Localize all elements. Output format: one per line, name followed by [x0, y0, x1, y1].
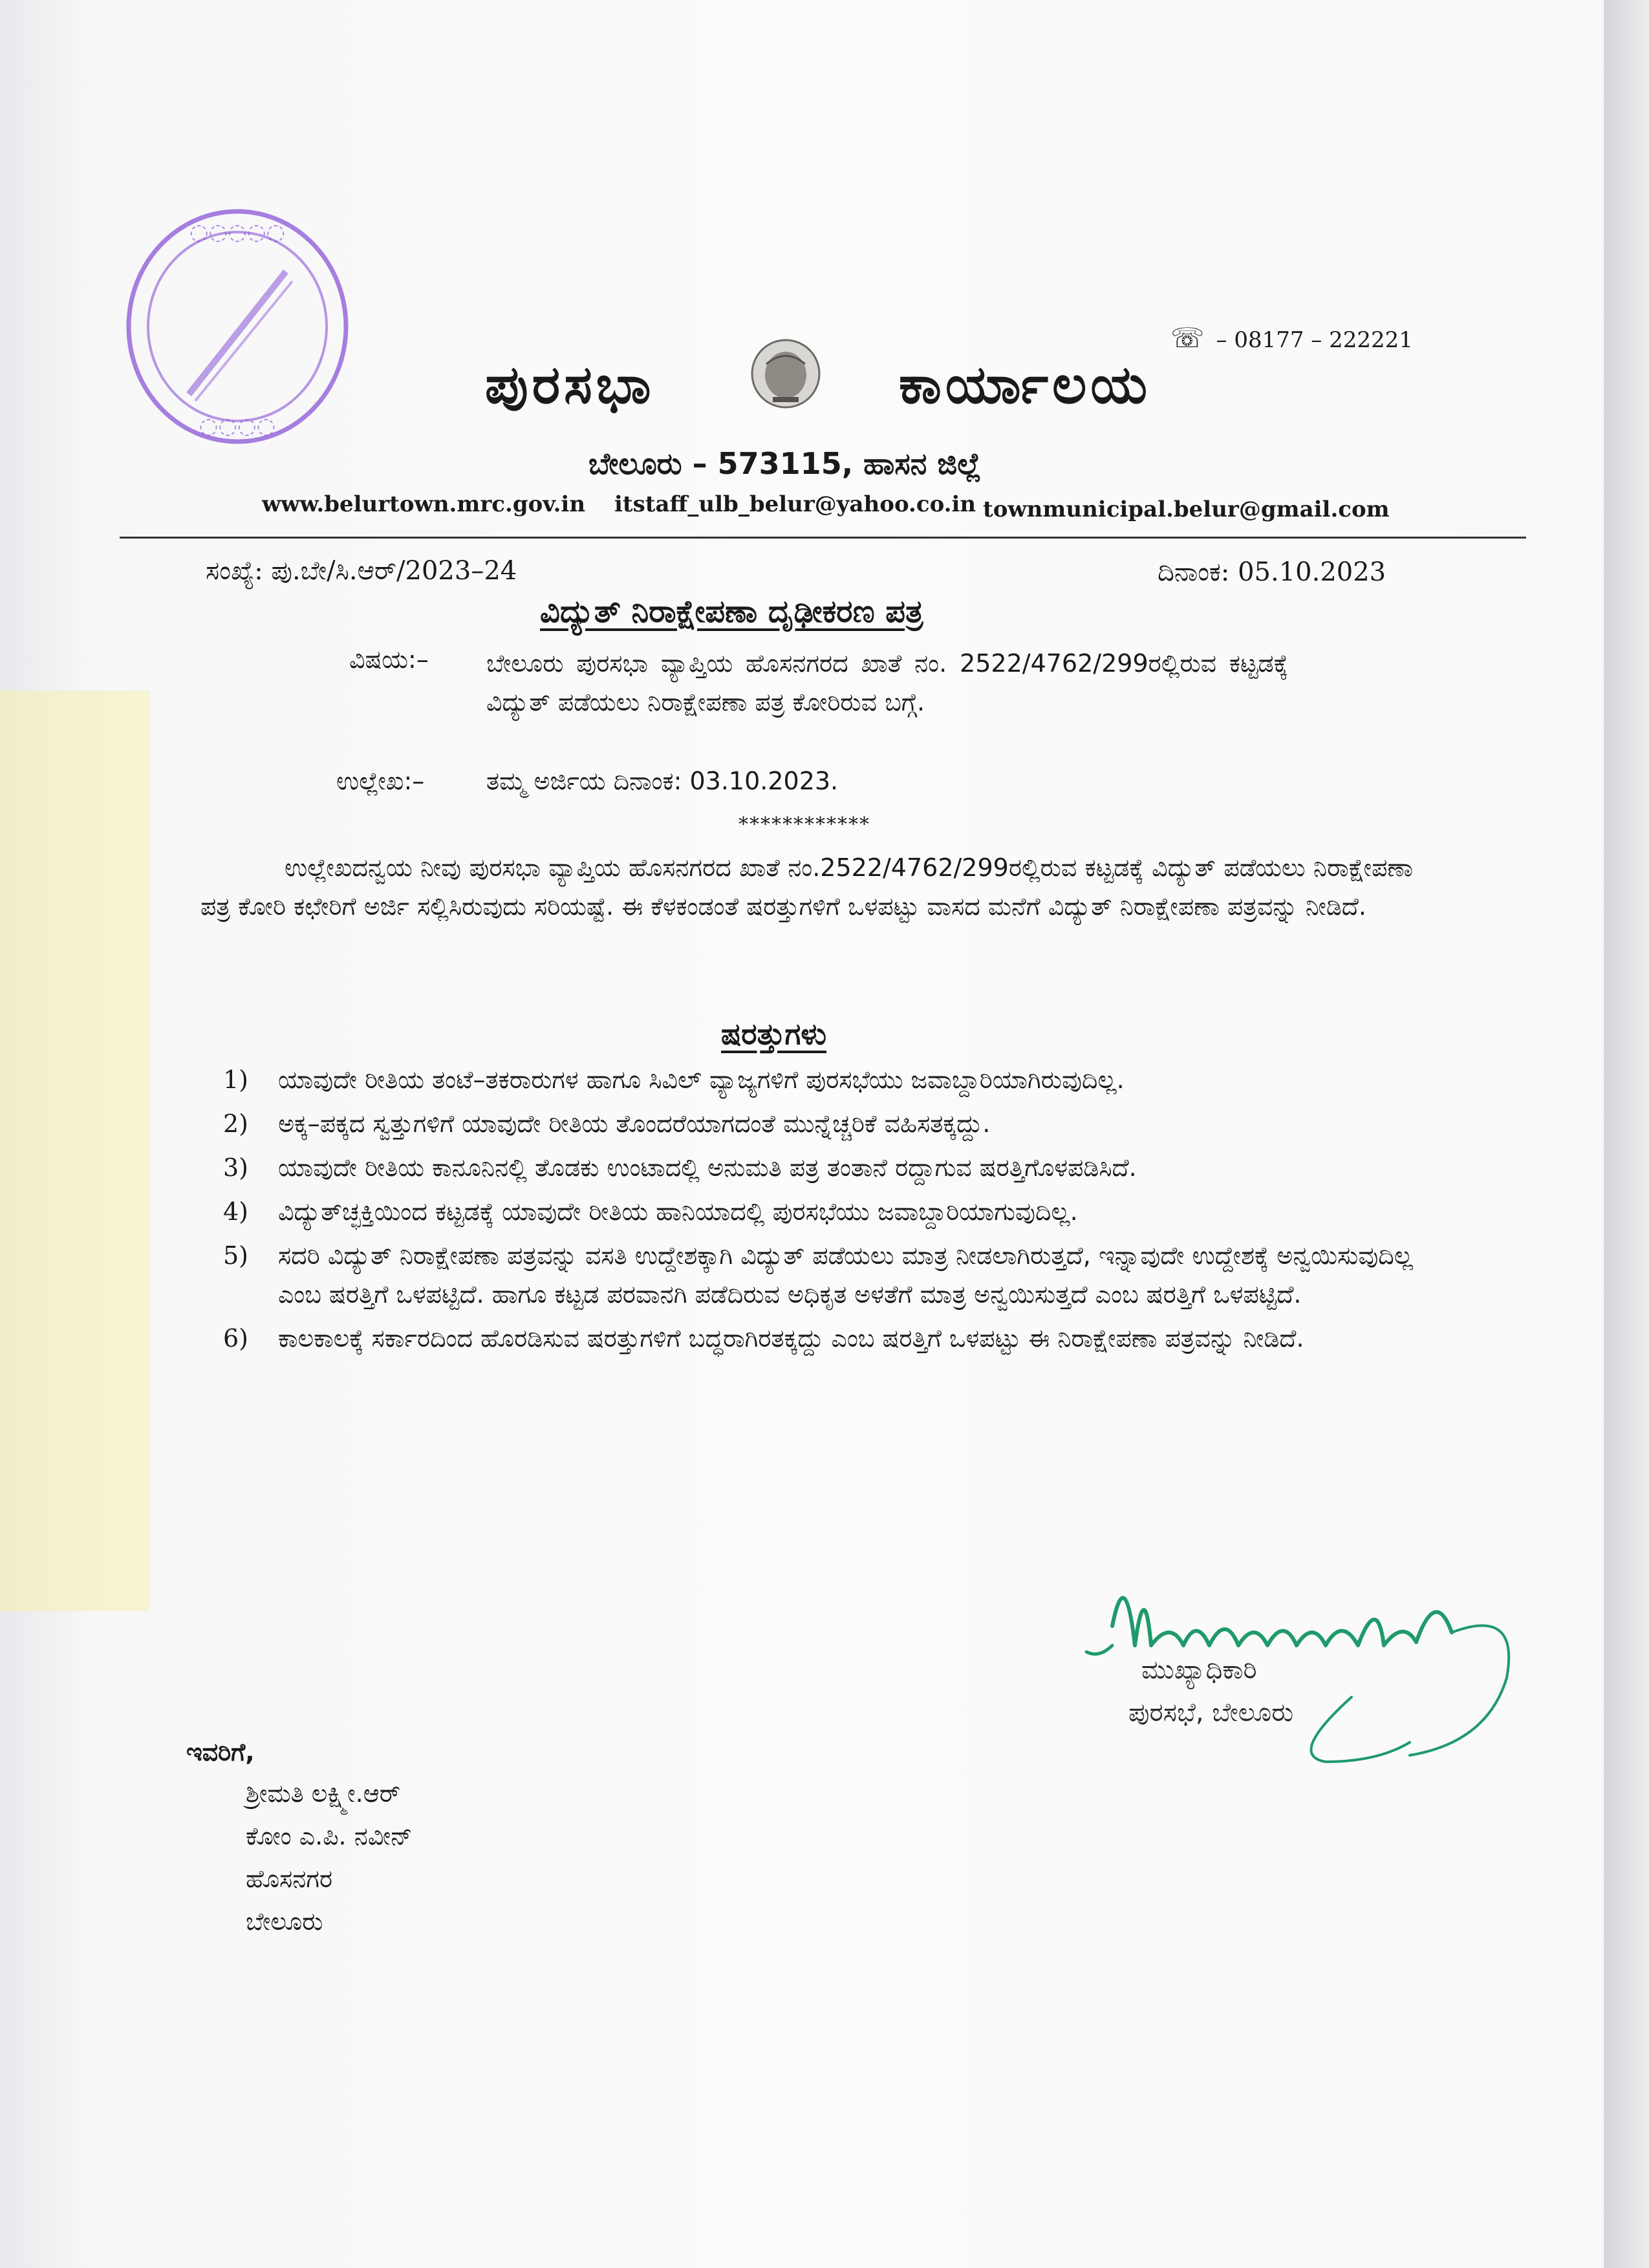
- condition-text: ಅಕ್ಕ–ಪಕ್ಕದ ಸ್ವತ್ತುಗಳಿಗೆ ಯಾವುದೇ ರೀತಿಯ ತೊಂದರೆಯಾಗದಂತೆ ಮುನ್ನೆಚ್ಚರಿಕೆ ವಹಿಸತಕ್ಕದ್ದು.: [278, 1109, 991, 1138]
- office-seal-stamp: [118, 200, 357, 453]
- reference-text: ತಮ್ಮ ಅರ್ಜಿಯ ದಿನಾಂಕ: 03.10.2023.: [486, 767, 839, 795]
- header-divider: [120, 537, 1526, 539]
- municipal-emblem-icon: [737, 335, 834, 412]
- recipient-line: ಬೇಲೂರು: [246, 1907, 323, 1936]
- condition-item: [223, 1319, 1413, 1358]
- phone-number-text: – 08177 – 222221: [1216, 327, 1413, 353]
- condition-item: [223, 1104, 1413, 1143]
- reference-number: ಸಂಖ್ಯೆ: ಪು.ಬೇ/ಸಿ.ಆರ್/2023–24: [206, 556, 517, 586]
- condition-item: [223, 1060, 1413, 1099]
- condition-text: ಯಾವುದೇ ರೀತಿಯ ತಂಟೆ–ತಕರಾರುಗಳ ಹಾಗೂ ಸಿವಿಲ್ ವ್ಯಾಜ್ಯಗಳಿಗೆ ಪುರಸಭೆಯು ಜವಾಬ್ದಾರಿಯಾಗಿರುವುದಿಲ್ಲ.: [278, 1065, 1125, 1094]
- phone-icon: ☏: [1170, 322, 1205, 354]
- condition-text: ಸದರಿ ವಿದ್ಯುತ್ ನಿರಾಕ್ಷೇಪಣಾ ಪತ್ರವನ್ನು ವಸತಿ ಉದ್ದೇಶಕ್ಕಾಗಿ ವಿದ್ಯುತ್ ಪಡೆಯಲು ಮಾತ್ರ ನೀಡಲಾಗಿರುತ್ತದೆ, ಇನ್ನಾವುದೇ ಉದ್ದೇಶಕ್ಕೆ ಅನ್ವಯಿಸುವುದಿಲ್ಲ ಎಂಬ ಷರತ್ತಿಗೆ ಒಳಪಟ್ಟಿದೆ. ಹಾಗೂ ಕಟ್ಟಡ ಪರವಾನಗಿ ಪಡೆದಿರುವ ಅಧಿಕೃತ ಅಳತೆಗೆ ಮಾತ್ರ ಅನ್ವಯಿಸುತ್ತದೆ ಎಂಬ ಷರತ್ತಿಗೆ ಒಳಪಟ್ಟಿದೆ.: [278, 1241, 1413, 1309]
- condition-number: 2): [223, 1109, 249, 1138]
- recipient-line: ಶ್ರೀಮತಿ ಲಕ್ಷ್ಮೀ.ಆರ್: [246, 1779, 401, 1808]
- reference-label: ಉಲ್ಲೇಖ:–: [336, 767, 425, 795]
- sticky-note: [0, 690, 150, 1611]
- recipient-line: ಹೊಸನಗರ: [246, 1865, 333, 1893]
- email-address-2: townmunicipal.belur@gmail.com: [983, 497, 1390, 522]
- condition-number: 5): [223, 1241, 249, 1270]
- intro-paragraph: ಉಲ್ಲೇಖದನ್ವಯ ನೀವು ಪುರಸಭಾ ವ್ಯಾಪ್ತಿಯ ಹೊಸನಗರದ ಖಾತೆ ನಂ.2522/4762/299ರಲ್ಲಿರುವ ಕಟ್ಟಡಕ್ಕೆ ವಿದ್ಯುತ್ ಪಡೆಯಲು ನಿರಾಕ್ಷೇಪಣಾ ಪತ್ರ ಕೋರಿ ಕಛೇರಿಗೆ ಅರ್ಜಿ ಸಲ್ಲಿಸಿರುವುದು ಸರಿಯಷ್ಟೆ. ಈ ಕೆಳಕಂಡಂತೆ ಷರತ್ತುಗಳಿಗೆ ಒಳಪಟ್ಟು ವಾಸದ ಮನೆಗೆ ವಿದ್ಯುತ್ ನಿರಾಕ್ಷೇಪಣಾ ಪತ್ರವನ್ನು ನೀಡಿದೆ.: [200, 853, 1413, 921]
- svg-text:◌◌◌◌◌: ◌◌◌◌◌: [189, 219, 286, 245]
- email-address-1: itstaff_ulb_belur@yahoo.co.in: [614, 491, 976, 517]
- office-name-left: ಪುರಸಭಾ: [485, 354, 655, 416]
- condition-item: [223, 1192, 1413, 1231]
- condition-number: 3): [223, 1153, 249, 1182]
- separator: ************: [738, 813, 870, 836]
- conditions-list: [223, 1060, 1413, 1363]
- office-address: ಬೇಲೂರು – 573115, ಹಾಸನ ಜಿಲ್ಲೆ: [588, 446, 982, 481]
- recipient-line: ಕೋಂ ಎ.ಪಿ. ನವೀನ್: [246, 1822, 413, 1850]
- condition-number: 6): [223, 1324, 249, 1353]
- condition-number: 4): [223, 1197, 249, 1226]
- letter-date: ದಿನಾಂಕ: 05.10.2023: [1158, 557, 1386, 587]
- condition-text: ಯಾವುದೇ ರೀತಿಯ ಕಾನೂನಿನಲ್ಲಿ ತೊಡಕು ಉಂಟಾದಲ್ಲಿ ಅನುಮತಿ ಪತ್ರ ತಂತಾನೆ ರದ್ದಾಗುವ ಷರತ್ತಿಗೊಳಪಡಿಸಿದೆ.: [278, 1153, 1137, 1182]
- phone-number: [1170, 322, 1413, 354]
- condition-number: 1): [223, 1065, 249, 1094]
- subject-label: ವಿಷಯ:–: [349, 645, 429, 674]
- condition-text: ವಿದ್ಯುತ್‌ಚ್ಛಕ್ತಿಯಿಂದ ಕಟ್ಟಡಕ್ಕೆ ಯಾವುದೇ ರೀತಿಯ ಹಾನಿಯಾದಲ್ಲಿ ಪುರಸಭೆಯು ಜವಾಬ್ದಾರಿಯಾಗುವುದಿಲ್ಲ.: [278, 1197, 1078, 1226]
- page-edge-background: [1604, 0, 1649, 2268]
- condition-text: ಕಾಲಕಾಲಕ್ಕೆ ಸರ್ಕಾರದಿಂದ ಹೊರಡಿಸುವ ಷರತ್ತುಗಳಿಗೆ ಬದ್ಧರಾಗಿರತಕ್ಕದ್ದು ಎಂಬ ಷರತ್ತಿಗೆ ಒಳಪಟ್ಟು ಈ ನಿರಾಕ್ಷೇಪಣಾ ಪತ್ರವನ್ನು ನೀಡಿದೆ.: [278, 1324, 1304, 1353]
- signatory-title: ಮುಖ್ಯಾಧಿಕಾರಿ: [1141, 1655, 1257, 1685]
- conditions-heading: ಷರತ್ತುಗಳು: [721, 1016, 827, 1051]
- office-name-right: ಕಾರ್ಯಾಲಯ: [899, 354, 1152, 416]
- subject-text: ಬೇಲೂರು ಪುರಸಭಾ ವ್ಯಾಪ್ತಿಯ ಹೊಸನಗರದ ಖಾತೆ ನಂ. 2522/4762/299ರಲ್ಲಿರುವ ಕಟ್ಟಡಕ್ಕೆ ವಿದ್ಯುತ್ ಪಡೆಯಲು ನಿರಾಕ್ಷೇಪಣಾ ಪತ್ರ ಕೋರಿರುವ ಬಗ್ಗೆ.: [486, 649, 1288, 716]
- recipient-label: ಇವರಿಗೆ,: [186, 1738, 255, 1766]
- website-link: www.belurtown.mrc.gov.in: [262, 491, 586, 517]
- condition-item: [223, 1236, 1413, 1314]
- svg-text:◌◌◌◌: ◌◌◌◌: [199, 413, 276, 439]
- document-title: ವಿದ್ಯುತ್ ನಿರಾಕ್ಷೇಪಣಾ ದೃಢೀಕರಣ ಪತ್ರ: [540, 594, 923, 630]
- signatory-office: ಪುರಸಭೆ, ಬೇಲೂರು: [1128, 1698, 1294, 1728]
- condition-item: [223, 1148, 1413, 1187]
